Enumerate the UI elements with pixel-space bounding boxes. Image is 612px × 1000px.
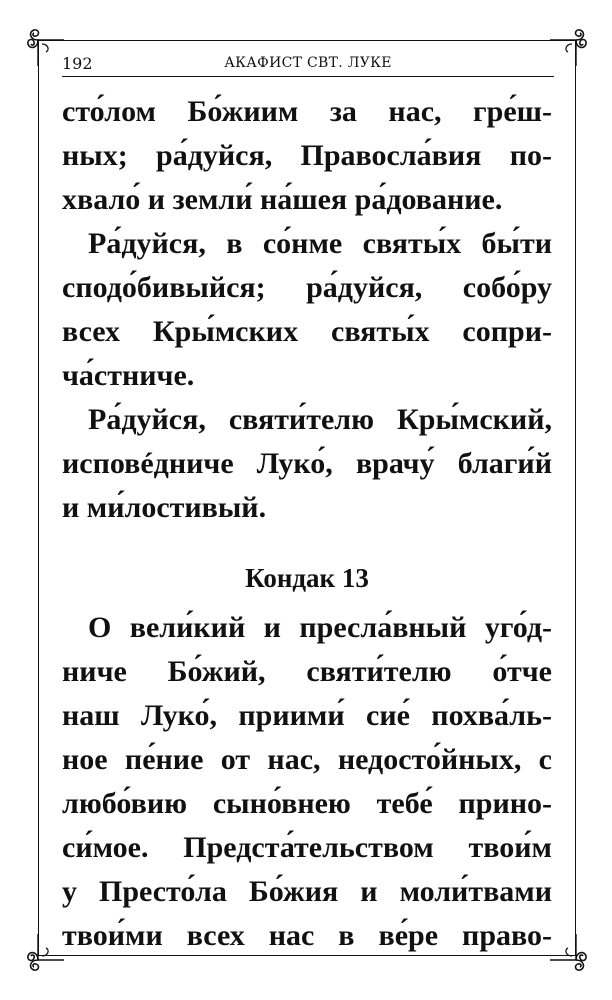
text-line: Ра́дуйся, святи́телю Кры́мский, <box>88 403 552 436</box>
text-line: и ми́лостивый. <box>62 491 267 524</box>
text-line: си́мое. Предста́тельством твои́м <box>62 831 552 864</box>
text-line: ниче Бо́жий, святи́телю о́тче <box>62 655 552 688</box>
section-heading: Кондак 13 <box>245 563 369 593</box>
text-line: ча́стниче. <box>62 359 195 392</box>
text-line: ное пе́ние от нас, недосто́йных, с <box>62 743 552 776</box>
text-line: исповéдниче Луко́, врачу́ благи́й <box>62 447 552 480</box>
paragraph <box>62 398 552 530</box>
text-line: наш Луко́, приими́ сие́ похва́ль- <box>62 699 552 732</box>
text-line: хвало́ и земли́ на́шея ра́дование. <box>62 183 503 216</box>
page-number: 192 <box>62 54 93 73</box>
text-body <box>62 90 552 958</box>
paragraph <box>62 606 552 958</box>
text-line: всех Кры́мских святы́х сопри- <box>62 315 552 348</box>
text-line: сподо́бивыйся; ра́дуйся, собо́ру <box>62 271 552 304</box>
text-line: любо́вию сыно́внею тебе́ прино- <box>62 787 552 820</box>
text-line: твои́ми всех нас в ве́ре право- <box>62 919 552 952</box>
running-title: АКАФИСТ СВТ. ЛУКЕ <box>224 55 392 71</box>
running-head <box>62 52 554 77</box>
text-line: у Престо́ла Бо́жия и моли́твами <box>62 875 552 908</box>
text-line: ных; ра́дуйся, Правосла́вия по- <box>62 139 552 172</box>
paragraph <box>62 90 552 222</box>
text-line: сто́лом Бо́жиим за нас, гре́ш- <box>62 95 552 128</box>
paragraph <box>62 222 552 398</box>
text-line: Ра́дуйся, в со́нме святы́х бы́ти <box>88 227 552 260</box>
text-line: О вели́кий и пресла́вный уго́д- <box>88 611 552 644</box>
corner-ornament-icon <box>546 930 590 974</box>
